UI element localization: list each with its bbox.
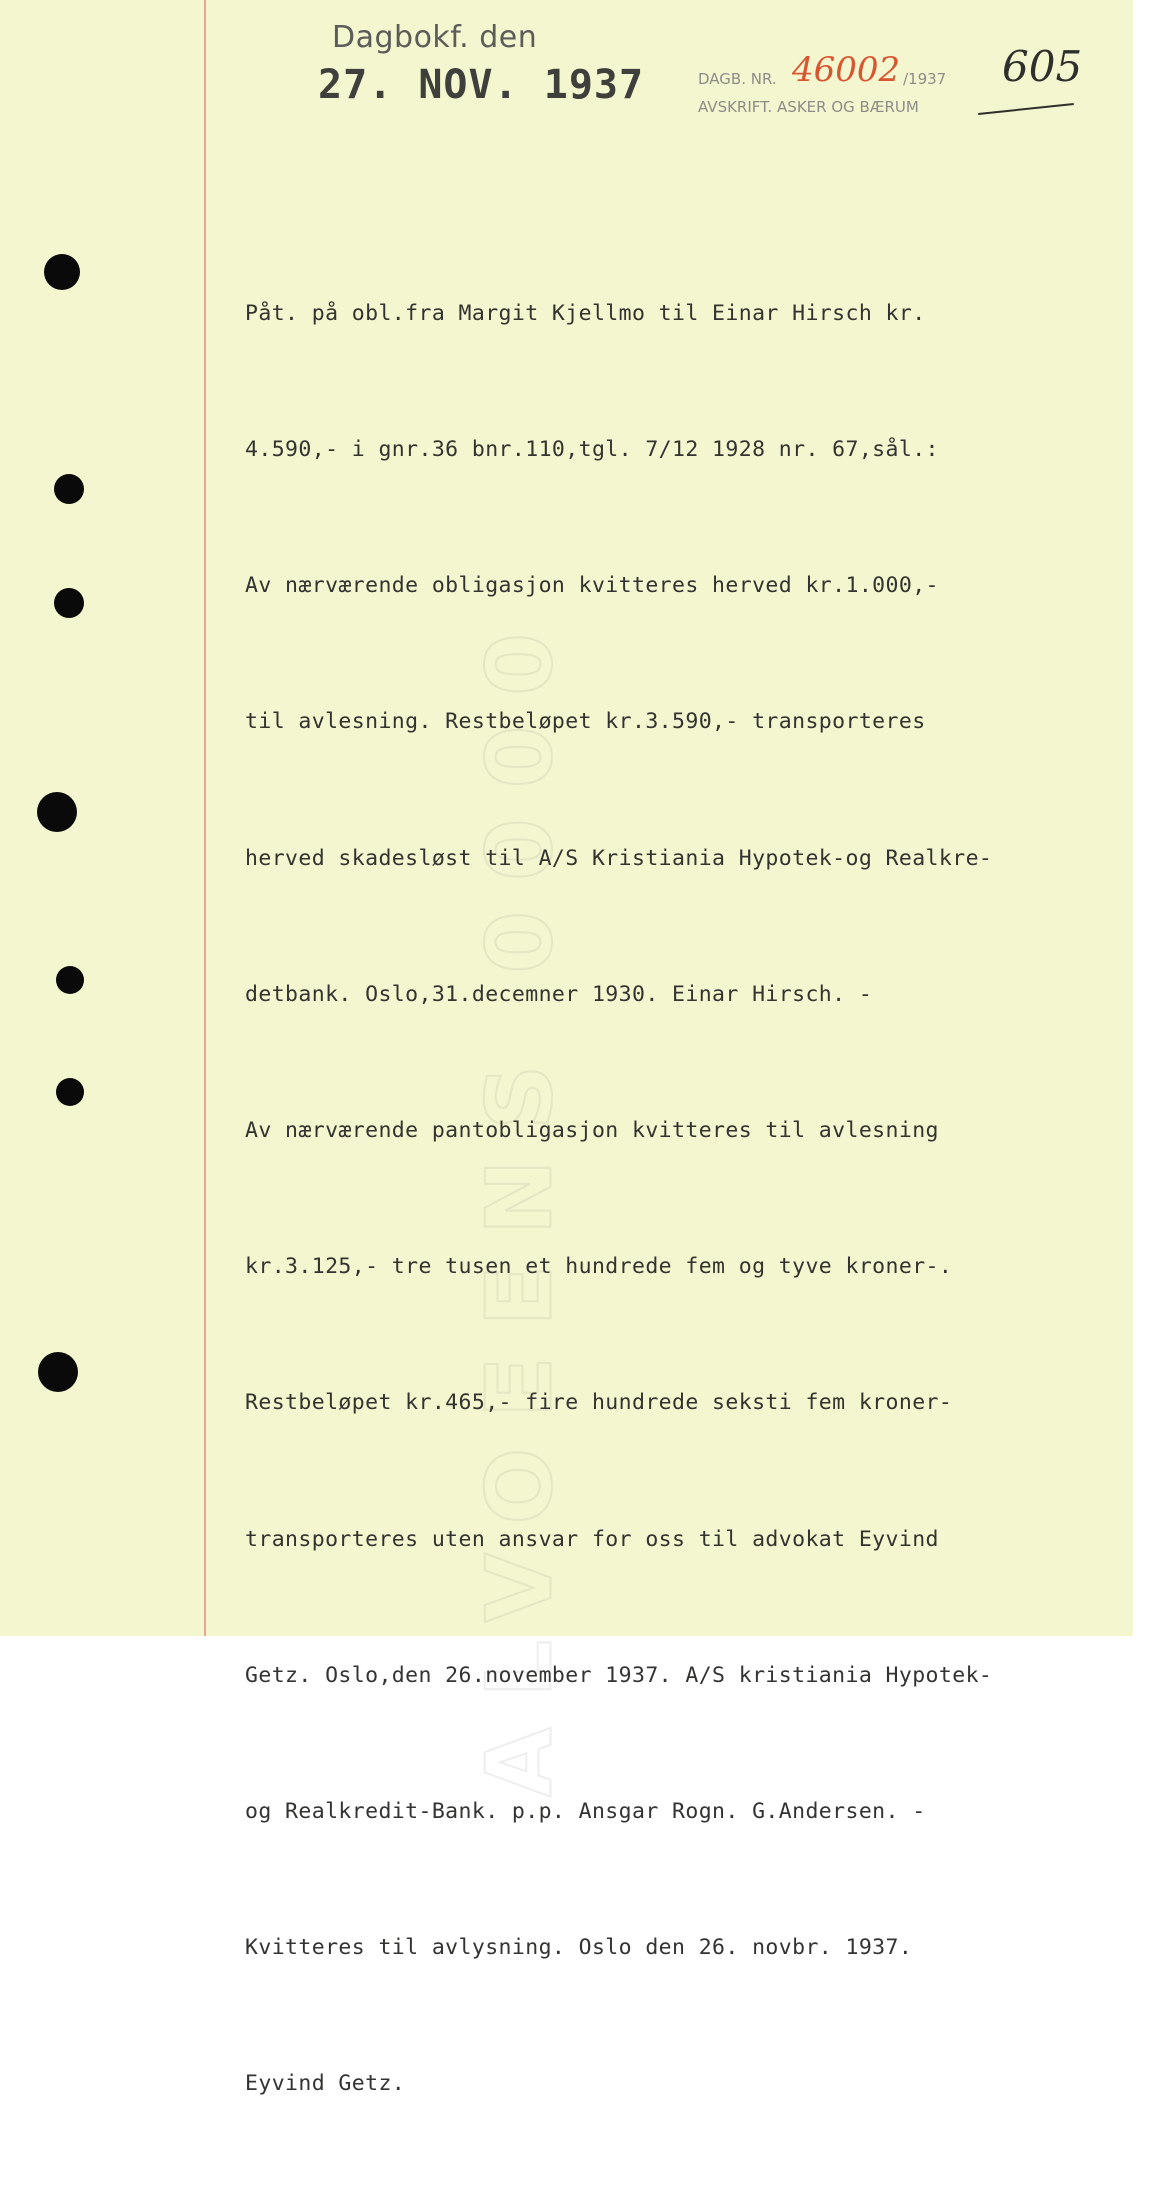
text-line: transporteres uten ansvar for oss til advokat Eyvind	[245, 1526, 939, 1552]
punch-hole	[56, 966, 84, 994]
punch-hole	[56, 1078, 84, 1106]
text-line: og Realkredit-Bank. p.p. Ansgar Rogn. G.Andersen. -	[245, 1799, 926, 1825]
text-line: Kvitteres til avlysning. Oslo den 26. novbr. 1937.	[245, 1935, 913, 1961]
text-line: herved skadesløst til A/S Kristiania Hypotek-og Realkre-	[245, 845, 993, 871]
punch-hole	[44, 254, 80, 290]
text-line: detbank. Oslo,31.decemner 1930. Einar Hirsch. -	[245, 981, 873, 1007]
stamp-label: Dagbokf. den	[332, 20, 538, 55]
text-line: 4.590,- i gnr.36 bnr.110,tgl. 7/12 1928 nr. 67,sål.:	[245, 437, 939, 463]
page-number: 605	[1002, 42, 1083, 91]
text-line: til avlesning. Restbeløpet kr.3.590,- transporteres	[245, 709, 926, 735]
document-text	[245, 200, 1115, 2198]
watermark: ALVOEENS 0000	[467, 602, 573, 1798]
punch-hole	[54, 588, 84, 618]
office-stamp: AVSKRIFT. ASKER OG BÆRUM	[698, 98, 919, 116]
text-line: Av nærværende pantobligasjon kvitteres til avlesning	[245, 1118, 939, 1144]
page-edge	[1133, 0, 1150, 1636]
stamp-date: 27. NOV. 1937	[318, 62, 645, 108]
text-line: Restbeløpet kr.465,- fire hundrede seksti fem kroner-	[245, 1390, 953, 1416]
page-number-underline	[978, 103, 1074, 115]
text-line: Eyvind Getz.	[245, 2071, 406, 2097]
dagb-label: DAGB. NR.	[698, 70, 777, 88]
text-line: kr.3.125,- tre tusen et hundrede fem og tyve kroner-.	[245, 1254, 953, 1280]
text-line: Påt. på obl.fra Margit Kjellmo til Einar Hirsch kr.	[245, 300, 926, 326]
dagb-year: /1937	[903, 70, 947, 88]
punch-hole	[37, 792, 77, 832]
punch-hole	[54, 474, 84, 504]
text-line: Getz. Oslo,den 26.november 1937. A/S kristiania Hypotek-	[245, 1662, 993, 1688]
margin-line	[204, 0, 206, 1636]
dagb-number: 46002	[792, 50, 901, 90]
punch-hole	[38, 1352, 78, 1392]
text-line: Av nærværende obligasjon kvitteres herved kr.1.000,-	[245, 573, 939, 599]
